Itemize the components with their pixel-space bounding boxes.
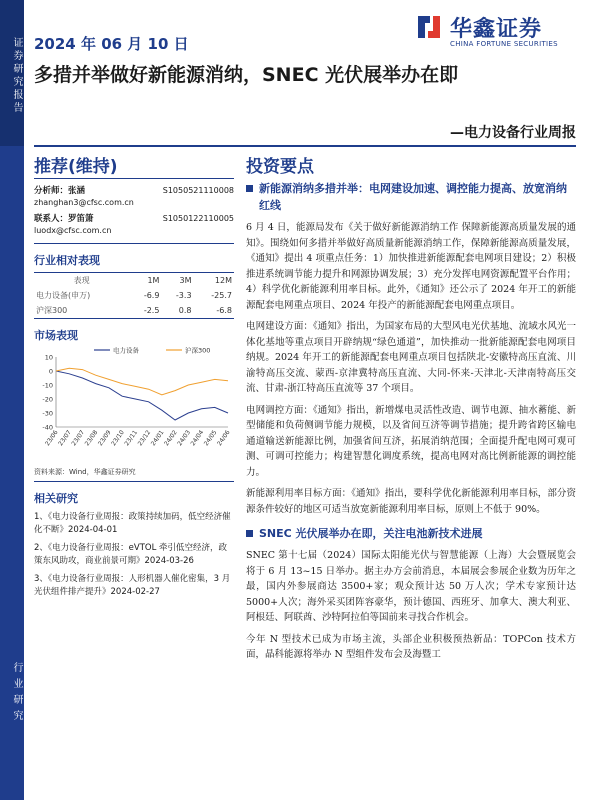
x-tick-label: 24/03 xyxy=(176,429,192,448)
x-tick-label: 24/02 xyxy=(163,429,179,448)
report-type-label: 证券研究报告 xyxy=(0,0,24,146)
contact-row xyxy=(34,213,234,225)
series-line-1 xyxy=(56,371,228,420)
investment-heading: 投资要点 xyxy=(246,157,314,177)
paragraph: SNEC 第十七届（2024）国际太阳能光伏与智慧能源（上海）大会暨展览会将于 6 月 13~15 日举办。据主办方会前消息，本届展会参展企业数为历年之最，国内外参展商达 3500+家；观众预计达 50 万人次；学术专家预计达 5000+人次；海外采买团阵容豪华，预计德国、西班牙、加拿大、澳大利亚、阿根廷、阿联酋、沙特阿拉伯等国前来寻找合作机会。 xyxy=(246,550,576,623)
x-tick-label: 23/11 xyxy=(123,429,140,448)
header-divider xyxy=(34,145,576,147)
paragraph: 今年 N 型技术已成为市场主流，头部企业积极预热新品：TOPCon 技术方面，晶科能源将举办 N 型组件发布会及海暨工 xyxy=(246,633,576,660)
market-title: 市场表现 xyxy=(34,329,78,342)
contact-email[interactable]: luodx@cfsc.com.cn xyxy=(34,226,112,235)
table-header-row: 表现 1M 3M 12M xyxy=(73,276,232,285)
x-tick-label: 24/06 xyxy=(215,429,232,448)
analyst-id: S1050521110008 xyxy=(162,186,234,195)
analyst-block xyxy=(34,185,234,237)
contact-id: S1050122110005 xyxy=(162,214,234,223)
report-date: 2024 年 06 月 10 日 xyxy=(34,35,189,53)
x-tick-label: 23/06 xyxy=(43,429,60,448)
logo-text-en: CHINA FORTUNE SECURITIES xyxy=(450,40,558,48)
logo-mark-icon xyxy=(416,14,442,40)
x-tick-label: 23/09 xyxy=(96,429,113,448)
y-tick-label: -30 xyxy=(42,409,53,418)
y-tick-label: -10 xyxy=(42,381,53,390)
x-tick-label: 24/01 xyxy=(149,429,166,448)
company-logo xyxy=(416,10,576,52)
chart-source: 资料来源：Wind，华鑫证券研究 xyxy=(34,468,136,476)
related-title: 相关研究 xyxy=(34,492,78,505)
bullet-square-icon xyxy=(246,185,253,192)
divider xyxy=(34,481,234,482)
y-tick-label: -40 xyxy=(42,423,53,432)
analyst-name: 分析师：张涵 xyxy=(34,186,86,196)
legend-label: 沪深300 xyxy=(185,346,211,355)
section-heading: 新能源消纳多措并举：电网建设加速、调控能力提高、放宽消纳红线 xyxy=(246,180,576,214)
performance-table xyxy=(34,272,234,319)
table-row: 电力设备(申万) -6.9 -3.3 -25.7 xyxy=(36,291,232,300)
series-line-2 xyxy=(56,368,228,395)
report-subtitle: —电力设备行业周报 xyxy=(450,125,576,141)
x-tick-label: 23/07 xyxy=(70,429,87,448)
x-tick-label: 23/07 xyxy=(57,429,73,448)
paragraph: 6 月 4 日，能源局发布《关于做好新能源消纳工作 保障新能源高质量发展的通知》。围绕如何多措并举做好高质量新能源消纳工作，保障新能源高质量发展，《通知》提出 4 项重点任务：1）加快推进新能源配套电网项目建设；2）积极推进系统调节能力提升和网源协调发展；3）充分发挥电网资源配置平台作用；4）科学优化新能源利用率目标。此外，《通知》还公示了 2024 年开工的新能源配套电网重点项目、2024 年投产的新能源配套电网重点项目。 xyxy=(246,222,576,311)
legend-label: 电力设备 xyxy=(113,346,139,355)
report-category-label: 行业研究 xyxy=(11,662,22,726)
section-heading: SNEC 光伏展举办在即，关注电池新技术进展 xyxy=(246,525,576,542)
table-row: 沪深300 -2.5 0.8 -6.8 xyxy=(36,306,232,315)
x-tick-label: 23/08 xyxy=(83,429,100,448)
logo-text-cn: 华鑫证券 xyxy=(450,17,543,42)
y-tick-label: 10 xyxy=(44,353,53,362)
paragraph: 新能源利用率目标方面：《通知》指出，要科学优化新能源利用率目标，部分资源条件较好的地区可适当放宽新能源利用率目标，原则上不低于 90%。 xyxy=(246,488,576,515)
y-tick-label: -20 xyxy=(42,395,53,404)
related-item-1[interactable]: 1、《电力设备行业周报：政策持续加码，低空经济催化不断》2024-04-01 xyxy=(34,512,231,535)
related-item-3[interactable]: 3、《电力设备行业周报：人形机器人催化密集，3 月光伏组件排产提升》2024-02-27 xyxy=(34,574,231,597)
market-chart-svg xyxy=(34,345,234,465)
y-tick-label: 0 xyxy=(48,367,53,376)
market-chart xyxy=(34,345,234,465)
divider xyxy=(34,243,234,244)
right-column xyxy=(246,180,576,663)
rating-label: 推荐(维持) xyxy=(34,157,118,177)
divider xyxy=(34,178,234,179)
contact-name: 联系人：罗笛箫 xyxy=(34,214,94,224)
performance-title: 行业相对表现 xyxy=(34,254,100,267)
analyst-email[interactable]: zhanghan3@cfsc.com.cn xyxy=(34,198,134,207)
paragraph: 电网调控方面：《通知》指出，新增煤电灵活性改造、调节电源、抽水蓄能、新型储能和负荷侧调节能力规模，以及省间互济等调节措施；提升跨省跨区输电通道输送新能源比例，加强省间互济，拓展消纳范围；全面提升配电网可观可测、可调可控能力；构建智慧化调度系统，提高电网对高比例新能源的调控能力。 xyxy=(246,404,576,478)
analyst-row xyxy=(34,185,234,197)
x-tick-label: 23/10 xyxy=(110,429,126,448)
related-item-2[interactable]: 2、《电力设备行业周报：eVTOL 牵引低空经济，政策东风助攻，商业前景可期》2024-03-26 xyxy=(34,543,228,566)
report-title: 多措并举做好新能源消纳，SNEC 光伏展举办在即 xyxy=(34,64,459,86)
x-tick-label: 23/12 xyxy=(136,429,153,448)
bullet-square-icon xyxy=(246,530,253,537)
x-tick-label: 24/05 xyxy=(202,429,219,448)
left-column xyxy=(34,178,234,599)
x-tick-label: 24/04 xyxy=(189,429,206,448)
paragraph: 电网建设方面：《通知》指出，为国家布局的大型风电光伏基地、流域水风光一体化基地等重点项目开辟纳规“绿色通道”，加快推动一批新能源配套电网项目纳规。2024 年开工的新能源配套电网重点项目包括陕北-安徽特高压直流、川渝特高压交流、蒙西-京津冀特高压直流、大同-怀来-天津北-天津南特高压交流、甘肃-浙江特高压直流等 37 个项目。 xyxy=(246,321,576,394)
